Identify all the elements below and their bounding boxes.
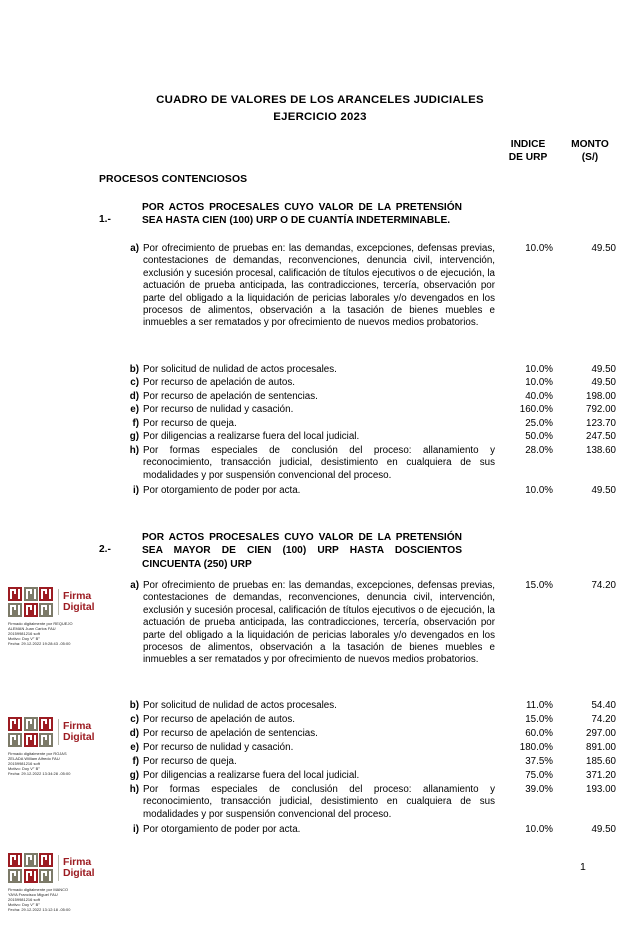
- item-letter: d): [129, 728, 139, 739]
- item-indice-urp: 37.5%: [525, 756, 553, 767]
- logo-glyph-cell: [8, 853, 22, 867]
- item-monto-soles: 74.20: [591, 714, 616, 725]
- item-indice-urp: 160.0%: [519, 404, 553, 415]
- category-label: PROCESOS CONTENCIOSOS: [99, 174, 248, 185]
- logo-glyph-cell: [24, 733, 38, 747]
- column-headers: [497, 139, 640, 164]
- section-title-line: CINCUENTA (250) URP: [142, 558, 252, 570]
- signature-metadata-line: 20159981216 soft: [8, 631, 40, 637]
- item-indice-urp: 10.0%: [525, 824, 553, 835]
- item-indice-urp: 28.0%: [525, 445, 553, 456]
- digital-signature-stamp: [8, 716, 126, 776]
- signature-metadata-line: 20159981216 soft: [8, 897, 40, 903]
- section-title-line: POR ACTOS PROCESALES CUYO VALOR DE LA PRETENSIÓN: [142, 532, 462, 543]
- item-monto-soles: 74.20: [591, 580, 616, 591]
- item-description: Por recurso de apelación de sentencias.: [143, 728, 318, 739]
- item-indice-urp: 11.0%: [525, 700, 553, 711]
- signature-metadata-line: ALEMAN Juan Carlos FAU: [8, 626, 56, 632]
- item-letter: f): [132, 756, 139, 767]
- wordmark-line-digital: Digital: [63, 867, 95, 879]
- item-indice-urp: 10.0%: [525, 377, 553, 388]
- item-letter: b): [129, 364, 139, 375]
- logo-glyph-cell: [39, 603, 53, 617]
- item-description: Por recurso de queja.: [143, 418, 237, 429]
- logo-glyph-cell: [24, 869, 38, 883]
- logo-glyph-cell: [8, 587, 22, 601]
- signature-metadata-line: Firmado digitalmente por REQUEJO: [8, 621, 73, 626]
- signature-metadata-line: ZELADA William Alfredo FAU: [8, 756, 60, 762]
- item-letter: i): [133, 824, 139, 835]
- section-number: 1.-: [99, 214, 111, 225]
- logo-divider: [58, 855, 59, 881]
- signature-metadata-line: 20159981216 soft: [8, 761, 40, 767]
- wordmark-line-firma: Firma: [63, 855, 92, 868]
- title-block: [0, 92, 640, 126]
- signature-metadata-line: Fecha: 29.12.2022 13:34:28 -05:00: [8, 771, 71, 777]
- signature-metadata-line: Motivo: Doy V° B°: [8, 636, 40, 642]
- item-indice-urp: 39.0%: [525, 784, 553, 795]
- item-letter: g): [129, 431, 139, 442]
- firma-digital-logo: [8, 586, 126, 618]
- item-monto-soles: 247.50: [586, 431, 616, 442]
- logo-glyph-cell: [8, 717, 22, 731]
- item-description: Por solicitud de nulidad de actos procesales.: [143, 364, 337, 375]
- item-letter: e): [130, 742, 139, 753]
- digital-signature-stamp: [8, 586, 126, 646]
- item-letter: d): [129, 391, 139, 402]
- firma-digital-glyph-icon: [8, 587, 53, 617]
- signature-metadata: [8, 751, 126, 776]
- item-letter: a): [130, 580, 139, 591]
- firma-digital-glyph-icon: [8, 717, 53, 747]
- item-indice-urp: 10.0%: [525, 364, 553, 375]
- item-letter: e): [130, 404, 139, 415]
- item-indice-urp: 15.0%: [525, 580, 553, 591]
- section-title-line: POR ACTOS PROCESALES CUYO VALOR DE LA PRETENSIÓN: [142, 202, 462, 213]
- item-monto-soles: 49.50: [591, 364, 616, 375]
- logo-glyph-cell: [8, 603, 22, 617]
- item-monto-soles: 123.70: [586, 418, 616, 429]
- logo-glyph-cell: [8, 869, 22, 883]
- item-indice-urp: 60.0%: [525, 728, 553, 739]
- item-monto-soles: 198.00: [586, 391, 616, 402]
- signature-metadata-line: Motivo: Doy V° B°: [8, 902, 40, 908]
- item-monto-soles: 891.00: [586, 742, 616, 753]
- item-description: Por recurso de apelación de autos.: [143, 714, 295, 725]
- item-monto-soles: 49.50: [591, 824, 616, 835]
- item-description: Por ofrecimiento de pruebas en: las demandas, excepciones, defensas previas, contestaciones de demandas, reconvenciones, denuncia civil, intervención, exclusión y sucesión procesal, calificación de títulos ejecutivos o de ejecución, la actuación de prueba anticipada, las contradicciones, tercería, observación por parte del obligado a la liquidación de pericias laborales y/o devengados en los procesos de alimentos, observación a la tasación de bienes muebles e inmuebles a ser rematados y por ofrecimiento de nuevos medios probatorios.: [143, 580, 495, 666]
- logo-glyph-cell: [39, 869, 53, 883]
- item-description: Por recurso de apelación de autos.: [143, 377, 295, 388]
- item-letter: f): [132, 418, 139, 429]
- item-description: Por diligencias a realizarse fuera del local judicial.: [143, 770, 360, 781]
- item-letter: h): [129, 445, 139, 456]
- section-title-line: SEA MAYOR DE CIEN (100) URP HASTA DOSCIENTOS: [142, 545, 462, 557]
- firma-digital-logo: [8, 852, 126, 884]
- logo-divider: [58, 589, 59, 615]
- item-monto-soles: 49.50: [591, 377, 616, 388]
- logo-glyph-cell: [24, 587, 38, 601]
- item-indice-urp: 25.0%: [525, 418, 553, 429]
- item-description: Por ofrecimiento de pruebas en: las demandas, excepciones, defensas previas, contestaciones de demandas, reconvenciones, denuncia civil, intervención, exclusión y sucesión procesal, calificación de títulos ejecutivos o de ejecución, la actuación de prueba anticipada, las contradicciones, tercería, observación por parte del obligado a la liquidación de pericias laborales y/o devengados en los procesos de alimentos, observación a la tasación de bienes muebles e inmuebles a ser rematados y por ofrecimiento de nuevos medios probatorios.: [143, 243, 495, 329]
- page-title: CUADRO DE VALORES DE LOS ARANCELES JUDICIALES: [156, 94, 484, 106]
- digital-signature-stamp: [8, 852, 126, 912]
- item-monto-soles: 185.60: [586, 756, 616, 767]
- section-title: [142, 531, 462, 571]
- item-indice-urp: 180.0%: [519, 742, 553, 753]
- item-description: Por recurso de nulidad y casación.: [143, 404, 294, 415]
- item-letter: c): [130, 714, 139, 725]
- item-letter: c): [130, 377, 139, 388]
- section-title: [142, 201, 462, 228]
- item-letter: b): [129, 700, 139, 711]
- logo-glyph-cell: [39, 853, 53, 867]
- item-monto-soles: 54.40: [591, 700, 616, 711]
- section-title-line: SEA HASTA CIEN (100) URP O DE CUANTÍA INDETERMINABLE.: [142, 215, 451, 227]
- logo-glyph-cell: [8, 733, 22, 747]
- signature-metadata-line: Fecha: 29.12.2022 13:12:18 -05:00: [8, 907, 71, 913]
- item-description: Por recurso de nulidad y casación.: [143, 742, 294, 753]
- firma-digital-logo: [8, 716, 126, 748]
- signature-metadata-line: Motivo: Doy V° B°: [8, 766, 40, 772]
- item-monto-soles: 138.60: [586, 445, 616, 456]
- logo-glyph-cell: [39, 587, 53, 601]
- logo-divider: [58, 719, 59, 745]
- item-description: Por formas especiales de conclusión del proceso: allanamiento y reconocimiento, transacción judicial, desistimiento en cualquiera de sus modalidades y por suspensión convencional del proceso.: [143, 784, 495, 820]
- item-description: Por solicitud de nulidad de actos procesales.: [143, 700, 337, 711]
- column-header-monto-line1: MONTO: [571, 139, 609, 150]
- item-description: Por formas especiales de conclusión del proceso: allanamiento y reconocimiento, transacción judicial, desistimiento en cualquiera de sus modalidades y por suspensión convencional del proceso.: [143, 445, 495, 481]
- signature-metadata: [8, 621, 126, 646]
- item-indice-urp: 10.0%: [525, 485, 553, 496]
- signature-metadata: [8, 887, 126, 912]
- item-letter: g): [129, 770, 139, 781]
- firma-digital-wordmark: [63, 721, 94, 744]
- wordmark-line-firma: Firma: [63, 719, 92, 732]
- item-indice-urp: 40.0%: [525, 391, 553, 402]
- item-description: Por recurso de apelación de sentencias.: [143, 391, 318, 402]
- item-indice-urp: 50.0%: [525, 431, 553, 442]
- item-letter: a): [130, 243, 139, 254]
- column-header-monto-line2: (S/): [581, 151, 599, 163]
- column-header-indice-line1: INDICE: [510, 139, 546, 150]
- item-indice-urp: 75.0%: [525, 770, 553, 781]
- item-description: Por diligencias a realizarse fuera del local judicial.: [143, 431, 360, 442]
- signature-metadata-line: Firmado digitalmente por ROJAS: [8, 751, 67, 756]
- firma-digital-wordmark: [63, 857, 94, 880]
- item-indice-urp: 15.0%: [525, 714, 553, 725]
- logo-glyph-cell: [24, 717, 38, 731]
- logo-glyph-cell: [39, 733, 53, 747]
- item-monto-soles: 49.50: [591, 243, 616, 254]
- item-monto-soles: 49.50: [591, 485, 616, 496]
- signature-metadata-line: YAYA Francisco Miguel FAU: [8, 892, 58, 898]
- logo-glyph-cell: [24, 603, 38, 617]
- item-monto-soles: 193.00: [586, 784, 616, 795]
- item-description: Por otorgamiento de poder por acta.: [143, 485, 301, 496]
- section-number: 2.-: [99, 544, 111, 555]
- column-header-indice-line2: DE URP: [508, 151, 548, 163]
- signature-metadata-line: Fecha: 29.12.2022 19:28:43 -05:00: [8, 641, 71, 647]
- logo-glyph-cell: [24, 853, 38, 867]
- item-monto-soles: 371.20: [586, 770, 616, 781]
- logo-glyph-cell: [39, 717, 53, 731]
- item-monto-soles: 297.00: [586, 728, 616, 739]
- wordmark-line-digital: Digital: [63, 731, 95, 743]
- signature-metadata-line: Firmado digitalmente por MANCO: [8, 887, 69, 892]
- item-letter: i): [133, 485, 139, 496]
- item-monto-soles: 792.00: [586, 404, 616, 415]
- page-number: 1: [580, 861, 586, 873]
- item-letter: h): [129, 784, 139, 795]
- item-description: Por recurso de queja.: [143, 756, 237, 767]
- page-subtitle: EJERCICIO 2023: [273, 111, 367, 123]
- wordmark-line-firma: Firma: [63, 589, 92, 602]
- firma-digital-glyph-icon: [8, 853, 53, 883]
- item-description: Por otorgamiento de poder por acta.: [143, 824, 301, 835]
- wordmark-line-digital: Digital: [63, 601, 95, 613]
- item-indice-urp: 10.0%: [525, 243, 553, 254]
- firma-digital-wordmark: [63, 591, 94, 614]
